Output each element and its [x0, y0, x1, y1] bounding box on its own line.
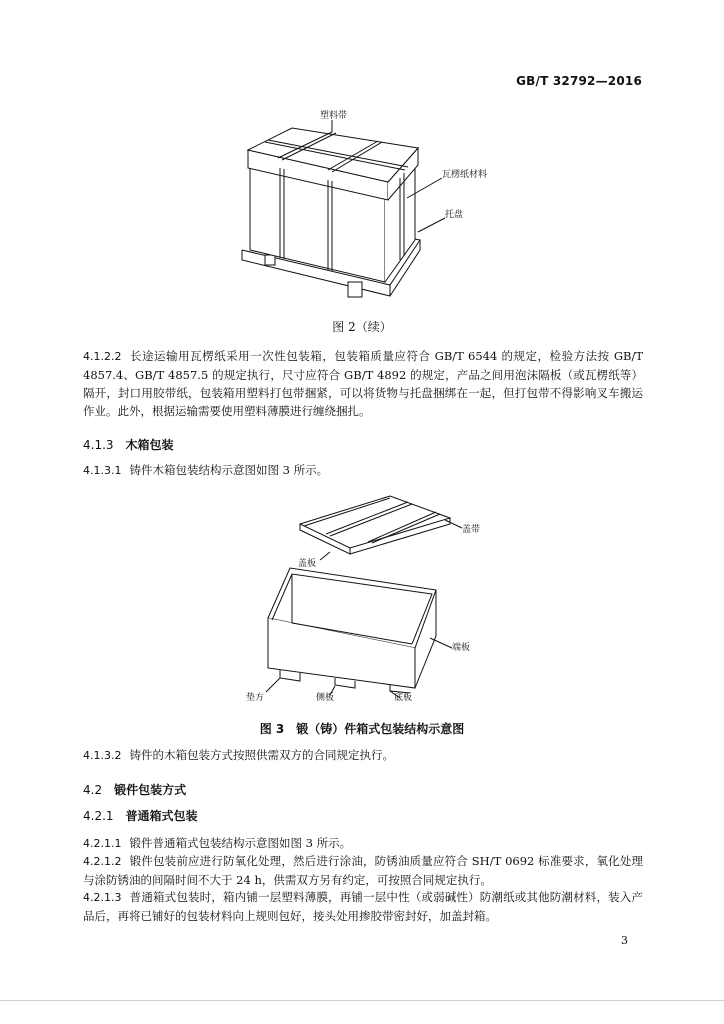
page-number: 3	[621, 934, 628, 947]
heading-4-2	[83, 781, 186, 798]
clause-number: 4.1.3.1	[83, 464, 122, 477]
heading-text: 木箱包装	[125, 438, 174, 452]
label-pallet: 托盘	[445, 210, 464, 220]
figure-2-caption: 图 2（续）	[332, 320, 392, 334]
label-corner-block: 垫方	[246, 693, 265, 703]
clause-number: 4.2.1.1	[83, 837, 122, 850]
clause-text: 锻件包装前应进行防氧化处理，然后进行涂油，防锈油质量应符合 SH/T 0692 标准要求，氧化处理与涂防锈油的间隔时间不大于 24 h，供需双方另有约定，可按照合同规定执行。	[83, 854, 643, 887]
clause-text: 铸件的木箱包装方式按照供需双方的合同规定执行。	[129, 748, 394, 762]
paragraph-4-1-2-2	[83, 347, 643, 420]
clause-number: 4.1.2.2	[83, 350, 122, 363]
clause-number: 4.2.1.3	[83, 891, 122, 904]
figure-2-pallet-box	[220, 110, 510, 310]
label-cover-strip: 盖带	[462, 525, 481, 535]
heading-number: 4.2	[83, 783, 103, 797]
heading-4-2-1	[83, 807, 198, 824]
standard-code: GB/T 32792—2016	[516, 74, 642, 88]
clause-number: 4.2.1.2	[83, 855, 122, 868]
paragraph-4-2-1-1	[83, 834, 643, 853]
label-end-board: 端板	[452, 643, 471, 653]
paragraph-4-2-1-2	[83, 852, 643, 889]
clause-text: 长途运输用瓦楞纸采用一次性包装箱，包装箱质量应符合 GB/T 6544 的规定，检验方法按 GB/T 4857.4、GB/T 4857.5 的规定执行，尺寸应符合 GB/T 4892 的规定，产品之间用泡沫隔板（或瓦楞纸等）隔开，封口用胶带纸，包装箱用塑料打包带捆紧，可以将货物与托盘捆绑在一起，但打包带不得影响叉车搬运作业。此外，根据运输需要使用塑料薄膜进行缠绕捆扎。	[83, 349, 643, 418]
clause-text: 普通箱式包装时，箱内铺一层塑料薄膜，再铺一层中性（或弱碱性）防潮纸或其他防潮材料，装入产品后，再将已铺好的包装材料向上规则包好，接头处用掺胶带密封好，加盖封箱。	[83, 890, 643, 923]
paragraph-4-2-1-3	[83, 888, 643, 925]
heading-text: 锻件包装方式	[114, 783, 187, 797]
heading-text: 普通箱式包装	[125, 809, 198, 823]
bottom-divider	[0, 1000, 724, 1001]
figure-3-wooden-box	[240, 488, 500, 708]
heading-4-1-3	[83, 436, 174, 453]
figure-3-caption: 图 3 锻（铸）件箱式包装结构示意图	[259, 722, 465, 736]
paragraph-4-1-3-1	[83, 461, 643, 480]
label-corrugated: 瓦楞纸材料	[442, 170, 488, 180]
heading-number: 4.2.1	[83, 809, 114, 823]
clause-text: 锻件普通箱式包装结构示意图如图 3 所示。	[129, 836, 352, 850]
label-cover-board: 盖板	[298, 559, 317, 569]
label-side-board: 侧板	[316, 693, 335, 703]
label-strap: 塑料带	[320, 111, 348, 121]
clause-number: 4.1.3.2	[83, 749, 122, 762]
label-bottom-board: 底板	[394, 693, 413, 703]
paragraph-4-1-3-2	[83, 746, 643, 765]
clause-text: 铸件木箱包装结构示意图如图 3 所示。	[129, 463, 329, 477]
heading-number: 4.1.3	[83, 438, 114, 452]
